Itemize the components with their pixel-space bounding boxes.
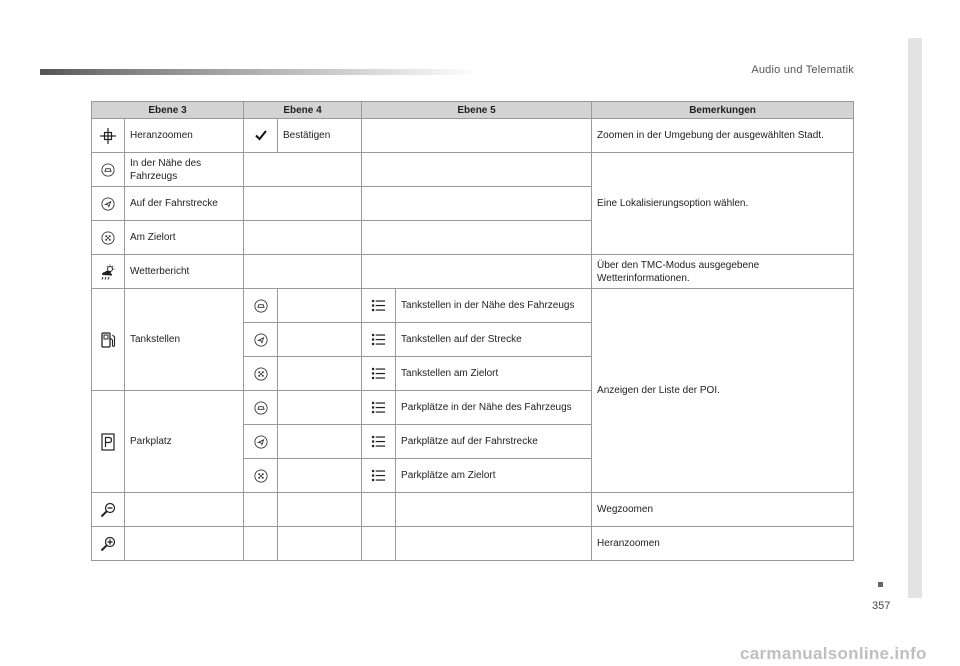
level3-label: Parkplatz xyxy=(125,391,244,493)
near-vehicle-icon xyxy=(244,391,278,425)
column-header-level4: Ebene 4 xyxy=(244,102,362,119)
zoom-out-icon xyxy=(92,493,125,527)
empty-cell xyxy=(362,255,592,289)
level3-label: Am Zielort xyxy=(125,221,244,255)
level3-label: In der Nähe des Fahrzeugs xyxy=(125,153,244,187)
destination-flag-icon xyxy=(244,357,278,391)
level3-label: Heranzoomen xyxy=(125,119,244,153)
table-row xyxy=(92,527,854,561)
level5-label: Tankstellen in der Nähe des Fahrzeugs xyxy=(396,289,592,323)
list-icon xyxy=(362,357,396,391)
on-route-icon xyxy=(244,323,278,357)
empty-cell xyxy=(362,527,396,561)
table-header-row xyxy=(92,102,854,119)
list-icon xyxy=(362,323,396,357)
empty-cell xyxy=(244,187,362,221)
empty-cell xyxy=(362,119,592,153)
zoom-in-icon xyxy=(92,527,125,561)
level3-label: Tankstellen xyxy=(125,289,244,391)
zoom-crosshair-icon xyxy=(92,119,125,153)
list-icon xyxy=(362,289,396,323)
on-route-icon xyxy=(244,425,278,459)
remark: Wegzoomen xyxy=(592,493,854,527)
empty-cell xyxy=(278,493,362,527)
level5-label: Parkplätze in der Nähe des Fahrzeugs xyxy=(396,391,592,425)
level5-label: Tankstellen am Zielort xyxy=(396,357,592,391)
empty-cell xyxy=(362,221,592,255)
level5-label: Tankstellen auf der Strecke xyxy=(396,323,592,357)
list-icon xyxy=(362,391,396,425)
on-route-icon xyxy=(92,187,125,221)
empty-cell xyxy=(244,527,278,561)
section-title: Audio und Telematik xyxy=(751,64,854,76)
list-icon xyxy=(362,425,396,459)
empty-cell xyxy=(278,289,362,323)
empty-cell xyxy=(278,391,362,425)
empty-cell xyxy=(278,425,362,459)
empty-cell xyxy=(278,357,362,391)
table-row xyxy=(92,255,854,289)
table-row xyxy=(92,493,854,527)
checkmark-icon xyxy=(244,119,278,153)
remark: Anzeigen der Liste der POI. xyxy=(592,289,854,493)
empty-cell xyxy=(362,153,592,187)
empty-cell xyxy=(362,493,396,527)
destination-flag-icon xyxy=(92,221,125,255)
empty-cell xyxy=(396,493,592,527)
header-decorative-bar xyxy=(40,69,480,75)
weather-icon xyxy=(92,255,125,289)
empty-cell xyxy=(278,323,362,357)
page-number: 357 xyxy=(872,600,891,612)
empty-cell xyxy=(362,187,592,221)
empty-cell xyxy=(125,493,244,527)
parking-icon xyxy=(92,391,125,493)
level5-label: Parkplätze auf der Fahrstrecke xyxy=(396,425,592,459)
watermark: carmanualsonline.info xyxy=(740,644,927,663)
column-header-remarks: Bemerkungen xyxy=(592,102,854,119)
destination-flag-icon xyxy=(244,459,278,493)
table-row xyxy=(92,153,854,187)
empty-cell xyxy=(125,527,244,561)
remark: Eine Lokalisierungsoption wählen. xyxy=(592,153,854,255)
column-header-level5: Ebene 5 xyxy=(362,102,592,119)
near-vehicle-icon xyxy=(92,153,125,187)
empty-cell xyxy=(278,527,362,561)
table-row xyxy=(92,119,854,153)
remark: Zoomen in der Umgebung der ausgewählten Stadt. xyxy=(592,119,854,153)
list-icon xyxy=(362,459,396,493)
remark: Heranzoomen xyxy=(592,527,854,561)
empty-cell xyxy=(244,221,362,255)
fuel-station-icon xyxy=(92,289,125,391)
empty-cell xyxy=(278,459,362,493)
level5-label: Parkplätze am Zielort xyxy=(396,459,592,493)
empty-cell xyxy=(244,255,362,289)
table-row xyxy=(92,289,854,323)
level3-label: Wetterbericht xyxy=(125,255,244,289)
level3-label: Auf der Fahrstrecke xyxy=(125,187,244,221)
empty-cell xyxy=(244,153,362,187)
near-vehicle-icon xyxy=(244,289,278,323)
navigation-menu-table xyxy=(91,101,854,561)
empty-cell xyxy=(396,527,592,561)
column-header-level3: Ebene 3 xyxy=(92,102,244,119)
page-marker xyxy=(878,582,883,587)
level4-label: Bestätigen xyxy=(278,119,362,153)
remark: Über den TMC-Modus ausgegebene Wetterinformationen. xyxy=(592,255,854,289)
side-margin-strip xyxy=(908,38,922,598)
empty-cell xyxy=(244,493,278,527)
